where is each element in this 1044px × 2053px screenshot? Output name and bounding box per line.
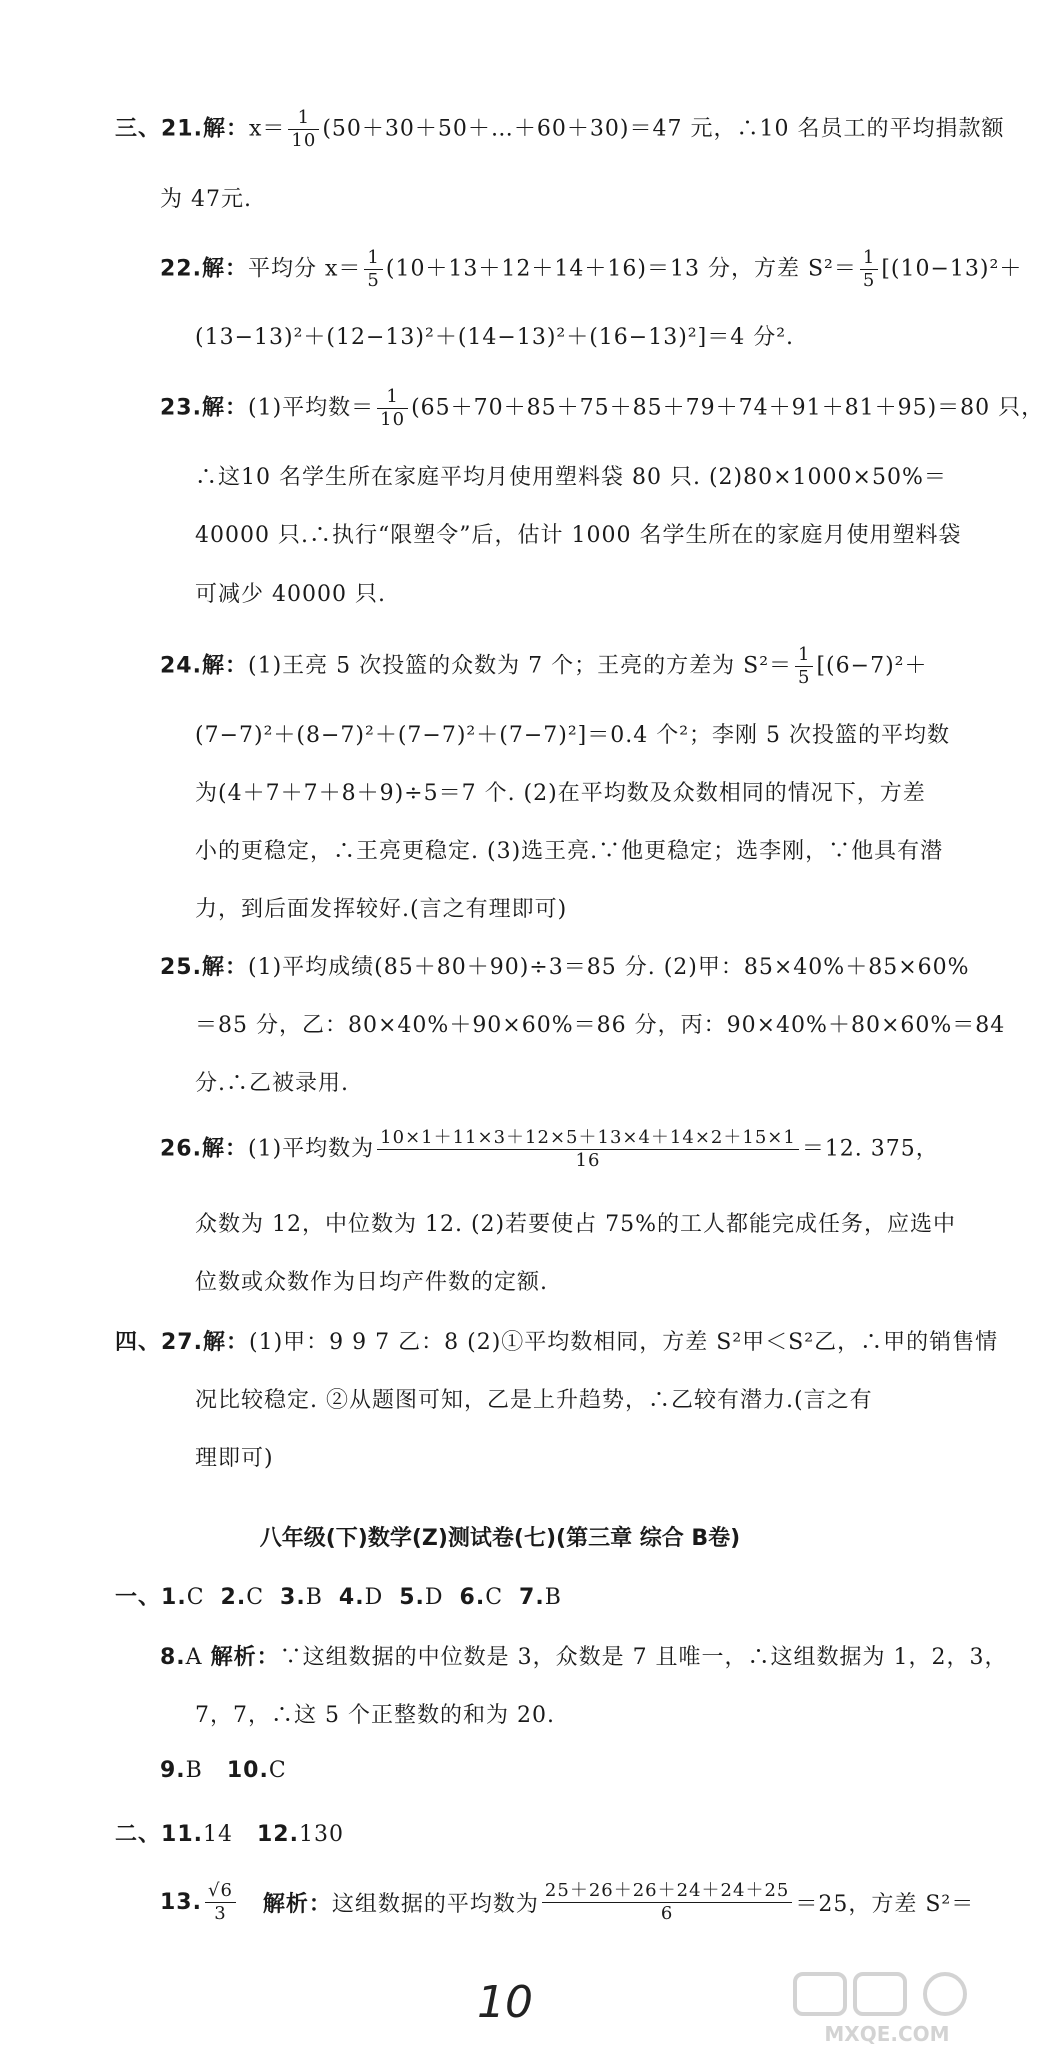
problem-26-line-1: 26.解：(1)平均数为 $\frac{10\times 1+11\times 3+12\times 5+13\times 4+14\times 2+15\times 1}{16}$ ＝12. 375， <box>160 1127 939 1171</box>
part-2-answers: 二、11.14 12.130 <box>115 1822 344 1847</box>
problem-24-line-2: (7−7)²＋(8−7)²＋(7−7)²＋(7−7)²]＝0.4 个²；李刚 5 次投篮的平均数 <box>195 723 951 748</box>
fraction: $\frac{1}{10}$ <box>288 107 319 152</box>
problem-24-line-4: 小的更稳定，∴王亮更稳定. (3)选王亮.∵他更稳定；选李刚，∵他具有潜 <box>195 839 944 864</box>
problem-26-line-3: 位数或众数作为日均产件数的定额. <box>195 1270 548 1295</box>
fraction: $\frac{1}{5}$ <box>860 247 878 292</box>
fraction: $\frac{1}{5}$ <box>795 644 813 689</box>
watermark-logo-icon <box>785 1969 990 2047</box>
problem-25-line-3: 分.∴乙被录用. <box>195 1071 349 1096</box>
problem-27-line-3: 理即可) <box>195 1446 274 1471</box>
problem-23-line-2: ∴这10 名学生所在家庭平均月使用塑料袋 80 只. (2)80×1000×50%＝ <box>195 465 947 490</box>
problem-24-line-1: 24.解：(1)王亮 5 次投篮的众数为 7 个；王亮的方差为 S²＝ $\frac{1}{5}$ [(6−7)²＋ <box>160 644 928 688</box>
fraction: $\frac{1}{5}$ <box>364 247 382 292</box>
test-title: 八年级(下)数学(Z)测试卷(七)(第三章 综合 B卷) <box>259 1526 741 1551</box>
problem-25-line-1: 25.解：(1)平均成绩(85＋80＋90)÷3＝85 分. (2)甲：85×40%＋85×60% <box>160 955 970 980</box>
problem-22-line-1: 22.解：平均分 x＝ $\frac{1}{5}$ (10＋13＋12＋14＋16)＝13 分，方差 S²＝ $\frac{1}{5}$ [(10−13)²＋ <box>160 247 1023 291</box>
problem-21-line-1: 三、21.解：x＝ $\frac{1}{10}$ (50＋30＋50＋…＋60＋30)＝47 元，∴10 名员工的平均捐款额 <box>115 107 1005 151</box>
problem-27-line-2: 况比较稳定. ②从题图可知，乙是上升趋势，∴乙较有潜力.(言之有 <box>195 1388 873 1413</box>
problem-24-line-3: 为(4＋7＋7＋8＋9)÷5＝7 个. (2)在平均数及众数相同的情况下，方差 <box>195 781 926 806</box>
problem-27-line-1: 四、27.解：(1)甲：9 9 7 乙：8 (2)①平均数相同，方差 S²甲＜S²乙，∴甲的销售情 <box>115 1330 999 1355</box>
fraction: $\frac{1}{10}$ <box>377 386 408 431</box>
problem-23-line-1: 23.解：(1)平均数＝ $\frac{1}{10}$ (65＋70＋85＋75＋85＋79＋74＋91＋81＋95)＝80 只， <box>160 386 1044 430</box>
problem-8-line-2: 7，7，∴这 5 个正整数的和为 20. <box>195 1703 555 1728</box>
problem-22-line-2: (13−13)²＋(12−13)²＋(14−13)²＋(16−13)²]＝4 分². <box>195 325 795 350</box>
page-number: 10 <box>477 1977 533 2028</box>
problem-26-line-2: 众数为 12，中位数为 12. (2)若要使占 75%的工人都能完成任务，应选中 <box>195 1212 957 1237</box>
part-1-answers: 一、1.C 2.C 3.B 4.D 5.D 6.C 7.B <box>115 1585 562 1610</box>
answer-fraction: $\frac{√6}{3}$ <box>205 1880 236 1925</box>
problem-13-line-1: 13. $\frac{√6}{3}$ 解析：这组数据的平均数为 $\frac{25+26+26+24+24+25}{6}$ ＝25，方差 S²＝ <box>160 1880 975 1924</box>
fraction: $\frac{10\times 1+11\times 3+12\times 5+13\times 4+14\times 2+15\times 1}{16}$ <box>377 1127 799 1172</box>
problem-25-line-2: ＝85 分，乙：80×40%＋90×60%＝86 分，丙：90×40%＋80×60%＝84 <box>195 1013 1006 1038</box>
svg-text:MXQE.COM: MXQE.COM <box>824 2022 950 2046</box>
problem-23-line-4: 可减少 40000 只. <box>195 582 386 607</box>
problem-21-line-2: 为 47元. <box>160 187 252 212</box>
problem-8-line-1: 8.A 解析：∵这组数据的中位数是 3，众数是 7 且唯一，∴这组数据为 1，2，3， <box>160 1645 1008 1670</box>
fraction: $\frac{25+26+26+24+24+25}{6}$ <box>542 1880 792 1925</box>
problem-24-line-5: 力，到后面发挥较好.(言之有理即可) <box>195 897 568 922</box>
problems-9-10: 9.B 10.C <box>160 1758 287 1783</box>
problem-23-line-3: 40000 只.∴执行“限塑令”后，估计 1000 名学生所在的家庭月使用塑料袋 <box>195 523 962 548</box>
watermark-logo <box>785 1969 990 2047</box>
